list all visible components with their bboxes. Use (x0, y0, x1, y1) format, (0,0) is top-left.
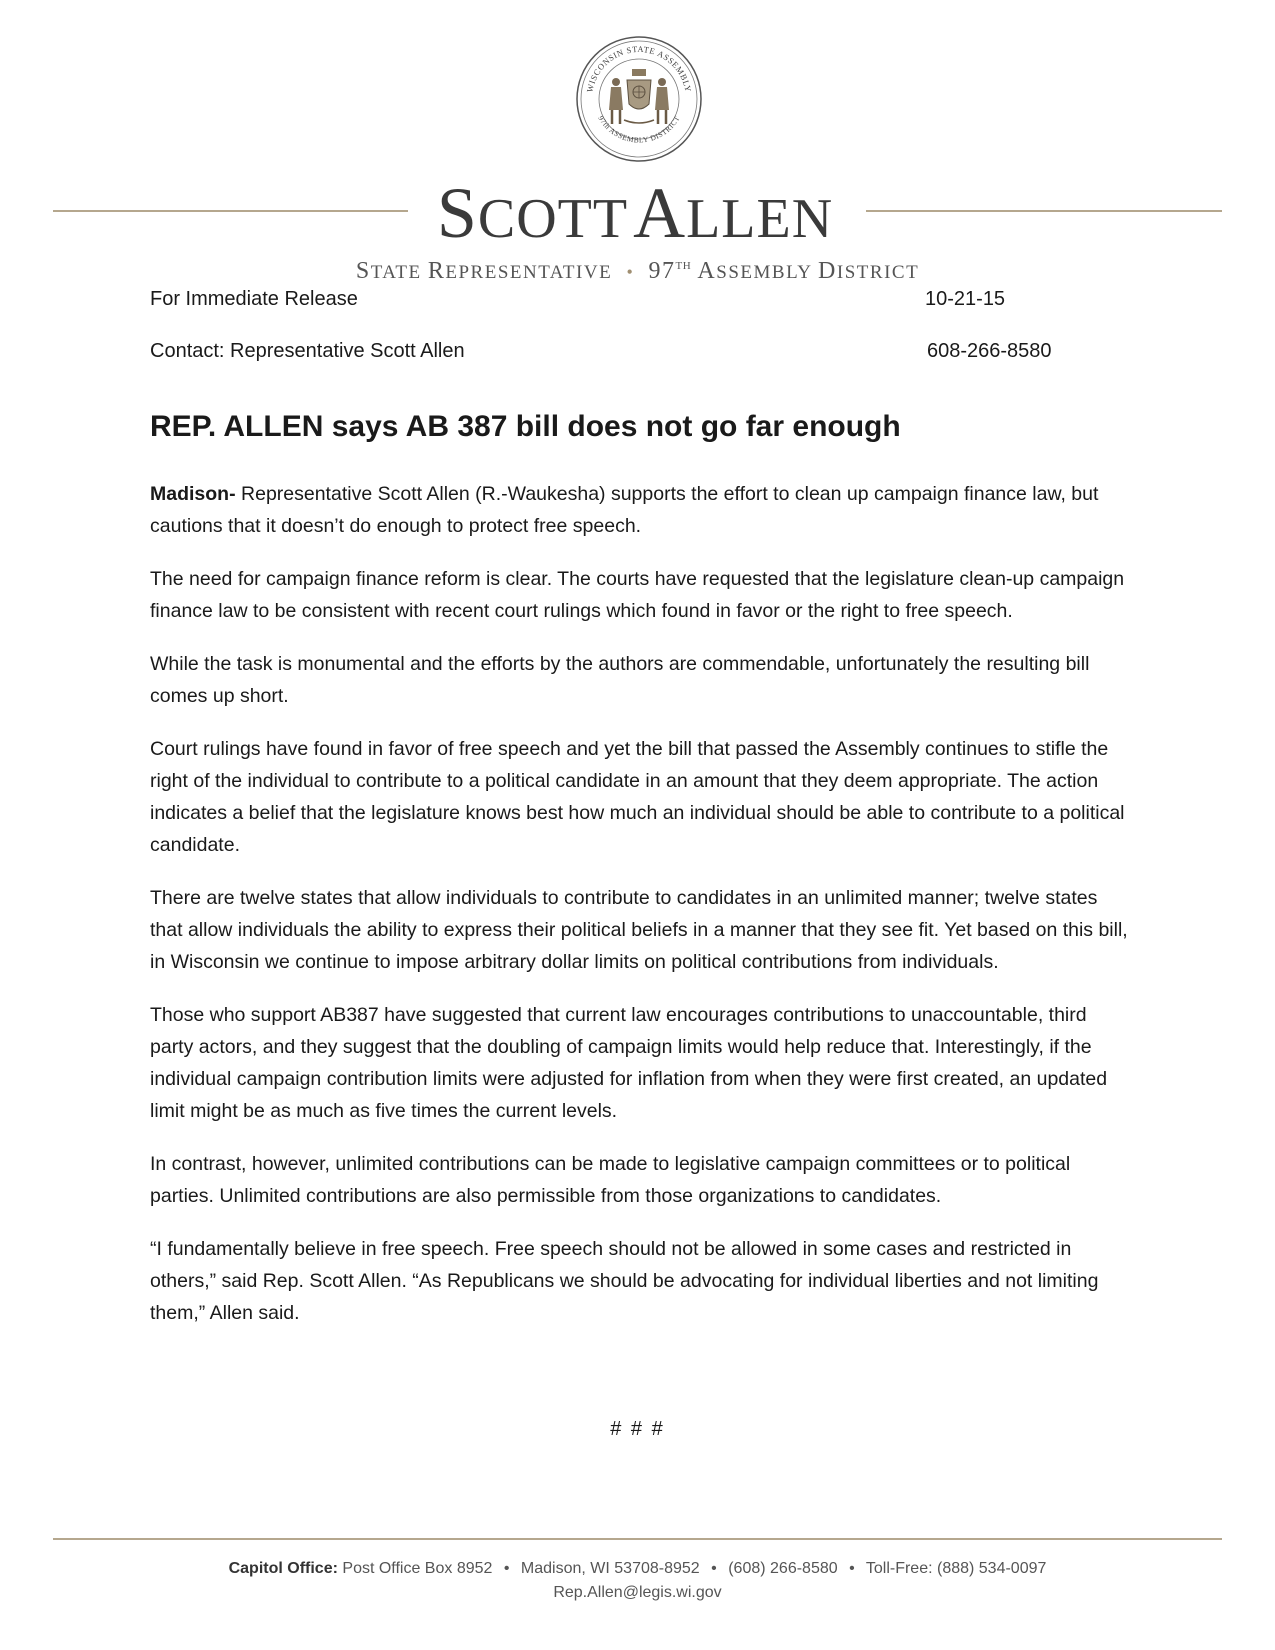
paragraph-3: While the task is monumental and the efforts by the authors are commendable, unfortunately the resulting bill comes up short. (150, 653, 1090, 707)
header-rule-right (866, 210, 1222, 212)
representative-name: SCOTT ALLEN (436, 173, 834, 253)
po-box: Post Office Box 8952 (342, 1560, 493, 1577)
press-release-body (150, 478, 1135, 1350)
email-link[interactable]: Rep.Allen@legis.wi.gov (553, 1584, 722, 1601)
seal-text-bottom: 97th ASSEMBLY DISTRICT (596, 114, 682, 145)
header-rule-left (53, 210, 408, 212)
subtitle-separator: • (626, 262, 635, 282)
representative-subtitle: STATE REPRESENTATIVE • 97TH ASSEMBLY DISTRICT (355, 258, 920, 284)
footer-contact: Capitol Office: Post Office Box 8952 • Madison, WI 53708-8952 • (608) 266-8580 • Toll-Free: (888) 534-0097 Rep.Allen@legis.wi.gov (0, 1557, 1275, 1605)
assembly-seal (574, 34, 704, 164)
office-phone: (608) 266-8580 (728, 1560, 838, 1577)
paragraph-2: The need for campaign finance reform is clear. The courts have requested that the legislature clean-up campaign finance law to be consistent with recent court rulings which found in favor or the right to free speech. (150, 568, 1125, 622)
contact-label: Contact: Representative Scott Allen (150, 340, 465, 362)
city-address: Madison, WI 53708-8952 (520, 1560, 700, 1577)
svg-text:97th ASSEMBLY DISTRICT (596, 114, 681, 144)
dateline: Madison- (150, 483, 236, 505)
end-mark: # # # (610, 1418, 665, 1440)
paragraph-4: Court rulings have found in favor of free speech and yet the bill that passed the Assembly continues to stifle the right of the individual to contribute to a political candidate in an amount that they deem appropriate. The action indicates a belief that the legislature knows best how much an individual should be able to contribute to a political candidate. (150, 738, 1125, 856)
paragraph-8: “I fundamentally believe in free speech. Free speech should not be allowed in some cases and restricted in others,” said Rep. Scott Allen. “As Republicans we should be advocating for individual liberties and not limiting them,” Allen said. (150, 1238, 1099, 1324)
paragraph-7: In contrast, however, unlimited contributions can be made to legislative campaign committees or to political parties. Unlimited contributions are also permissible from those organizations to candidates. (150, 1153, 1071, 1207)
release-date: 10-21-15 (925, 288, 1006, 310)
paragraph-5: There are twelve states that allow individuals to contribute to candidates in an unlimited manner; twelve states that allow individuals the ability to express their political beliefs in a manner that they see fit. Yet based on this bill, in Wisconsin we continue to impose arbitrary dollar limits on political contributions from individuals. (150, 887, 1128, 973)
paragraph-1: Madison- Representative Scott Allen (R.-Waukesha) supports the effort to clean up campaign finance law, but cautions that it doesn’t do enough to protect free speech. (150, 483, 1099, 537)
office-label: Capitol Office: (228, 1560, 338, 1577)
toll-free-phone: Toll-Free: (888) 534-0097 (865, 1560, 1047, 1577)
headline: REP. ALLEN says AB 387 bill does not go far enough (150, 410, 901, 443)
paragraph-6: Those who support AB387 have suggested that current law encourages contributions to unaccountable, third party actors, and they suggest that the doubling of campaign limits would help reduce that. Interestingly, if the individual campaign contribution limits were adjusted for inflation from when they were first created, an updated limit might be as much as five times the current levels. (150, 1004, 1108, 1122)
contact-phone: 608-266-8580 (927, 340, 1052, 362)
seal-text-top: WISCONSIN STATE ASSEMBLY (584, 43, 694, 94)
footer-rule (53, 1538, 1222, 1540)
release-label: For Immediate Release (150, 288, 358, 310)
